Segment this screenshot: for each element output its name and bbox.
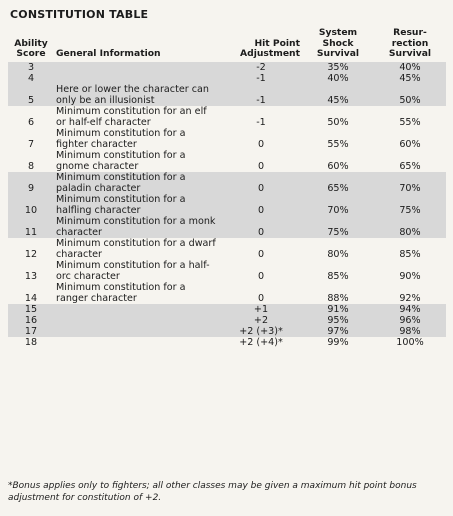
header-system-shock-line-3: Survival (316, 48, 360, 59)
cell-hp: 0 (257, 292, 265, 304)
cell-info (54, 337, 220, 348)
cell-res: 70% (374, 172, 446, 194)
cell-hp: -2 (220, 62, 302, 73)
cell-res: 94% (374, 304, 446, 315)
cell-info: Minimum constitution for a paladin character (54, 172, 220, 194)
cell-res: 40% (374, 62, 446, 73)
header-ability-score-line-1: Ability (14, 37, 48, 49)
cell-info: Minimum constitution for a monk character (54, 216, 220, 238)
table-row (8, 73, 446, 84)
table-row (8, 315, 446, 326)
header-hit-point-adjustment (220, 28, 302, 62)
cell-res: 96% (374, 315, 446, 326)
table-row (8, 216, 446, 238)
cell-info: Minimum constitution for a half-orc character (56, 259, 210, 282)
table-row (8, 304, 446, 315)
cell-res: 90% (399, 270, 421, 282)
cell-res: 80% (374, 216, 446, 238)
table-row (8, 326, 446, 337)
cell-res: 98% (374, 326, 446, 337)
cell-score: 7 (27, 138, 35, 150)
cell-shock: 88% (327, 292, 349, 304)
cell-score: 5 (8, 84, 54, 106)
cell-hp: 0 (257, 248, 265, 260)
header-hit-point-line-1: Hit Point (254, 37, 300, 49)
header-resurrection-line-3: Survival (388, 48, 432, 59)
cell-res: 55% (399, 116, 421, 128)
cell-hp: -1 (256, 116, 266, 128)
footnote: *Bonus applies only to fighters; all other classes may be given a maximum hit point bonus adjustment for constitution of +2. (8, 481, 417, 503)
header-system-shock-line-1: System (318, 27, 358, 38)
cell-score: 15 (8, 304, 54, 315)
cell-info: Minimum constitution for a gnome character (56, 149, 186, 172)
cell-hp: 0 (220, 172, 302, 194)
header-ability-score-line-2: Score (16, 48, 46, 59)
header-general-information: General Information (56, 48, 161, 59)
cell-res: 85% (399, 248, 421, 260)
table-row (8, 337, 446, 348)
cell-info (54, 62, 220, 73)
cell-hp: +1 (220, 304, 302, 315)
cell-res: 65% (399, 160, 421, 172)
cell-info (54, 73, 220, 84)
cell-shock: 40% (302, 73, 374, 84)
cell-shock: 50% (327, 116, 349, 128)
cell-shock: 91% (302, 304, 374, 315)
cell-info: Minimum constitution for a ranger character (56, 281, 186, 304)
cell-info: Minimum constitution for an elf or half-elf character (56, 105, 207, 128)
cell-score: 13 (24, 270, 38, 282)
cell-info: Minimum constitution for a halfling character (54, 194, 220, 216)
cell-hp: 0 (257, 138, 265, 150)
cell-info (54, 315, 220, 326)
cell-res: 50% (374, 84, 446, 106)
constitution-table (8, 28, 446, 348)
header-hit-point-line-2: Adjustment (240, 48, 300, 59)
cell-score: 4 (8, 73, 54, 84)
cell-info: Minimum constitution for a dwarf character (56, 237, 216, 260)
header-system-shock-survival (302, 28, 374, 62)
cell-score: 17 (8, 326, 54, 337)
cell-shock: 80% (327, 248, 349, 260)
cell-hp: +2 (+4)* (239, 336, 283, 348)
header-resurrection-line-1: Resur- (393, 27, 427, 38)
cell-score: 12 (24, 248, 38, 260)
cell-hp: 0 (257, 160, 265, 172)
cell-hp: +2 (+3)* (220, 326, 302, 337)
cell-hp: 0 (220, 216, 302, 238)
cell-shock: 35% (302, 62, 374, 73)
cell-score: 6 (27, 116, 35, 128)
header-resurrection-line-2: rection (391, 37, 429, 49)
cell-hp: -1 (220, 73, 302, 84)
table-row (8, 194, 446, 216)
cell-score: 14 (24, 292, 38, 304)
cell-info: Minimum constitution for a fighter character (56, 127, 186, 150)
cell-shock: 65% (302, 172, 374, 194)
cell-score: 10 (8, 194, 54, 216)
cell-shock: 75% (302, 216, 374, 238)
table-row (8, 238, 446, 260)
cell-res: 60% (399, 138, 421, 150)
cell-shock: 99% (327, 336, 349, 348)
header-resurrection-survival (374, 28, 446, 62)
cell-res: 100% (396, 336, 424, 348)
header-ability-score (8, 28, 54, 62)
cell-res: 75% (374, 194, 446, 216)
table-row (8, 282, 446, 304)
cell-score: 18 (24, 336, 38, 348)
table-row (8, 62, 446, 73)
cell-score: 3 (8, 62, 54, 73)
cell-shock: 70% (302, 194, 374, 216)
cell-hp: 0 (257, 270, 265, 282)
cell-res: 92% (399, 292, 421, 304)
cell-hp: +2 (220, 315, 302, 326)
table-title: CONSTITUTION TABLE (10, 8, 149, 21)
cell-shock: 95% (302, 315, 374, 326)
cell-res: 45% (374, 73, 446, 84)
table-row (8, 106, 446, 128)
table-row (8, 172, 446, 194)
cell-shock: 97% (302, 326, 374, 337)
table-row (8, 84, 446, 106)
header-system-shock-line-2: Shock (322, 37, 354, 49)
cell-shock: 55% (327, 138, 349, 150)
cell-shock: 85% (327, 270, 349, 282)
cell-score: 8 (27, 160, 35, 172)
cell-shock: 45% (302, 84, 374, 106)
cell-hp: -1 (220, 84, 302, 106)
cell-hp: 0 (220, 194, 302, 216)
cell-info (54, 304, 220, 315)
cell-info (54, 326, 220, 337)
cell-score: 11 (8, 216, 54, 238)
table-row (8, 260, 446, 282)
table-row (8, 150, 446, 172)
cell-score: 9 (8, 172, 54, 194)
cell-score: 16 (8, 315, 54, 326)
table-row (8, 128, 446, 150)
header-row (8, 28, 446, 62)
cell-shock: 60% (327, 160, 349, 172)
cell-info: Here or lower the character can only be an illusionist (54, 84, 220, 106)
